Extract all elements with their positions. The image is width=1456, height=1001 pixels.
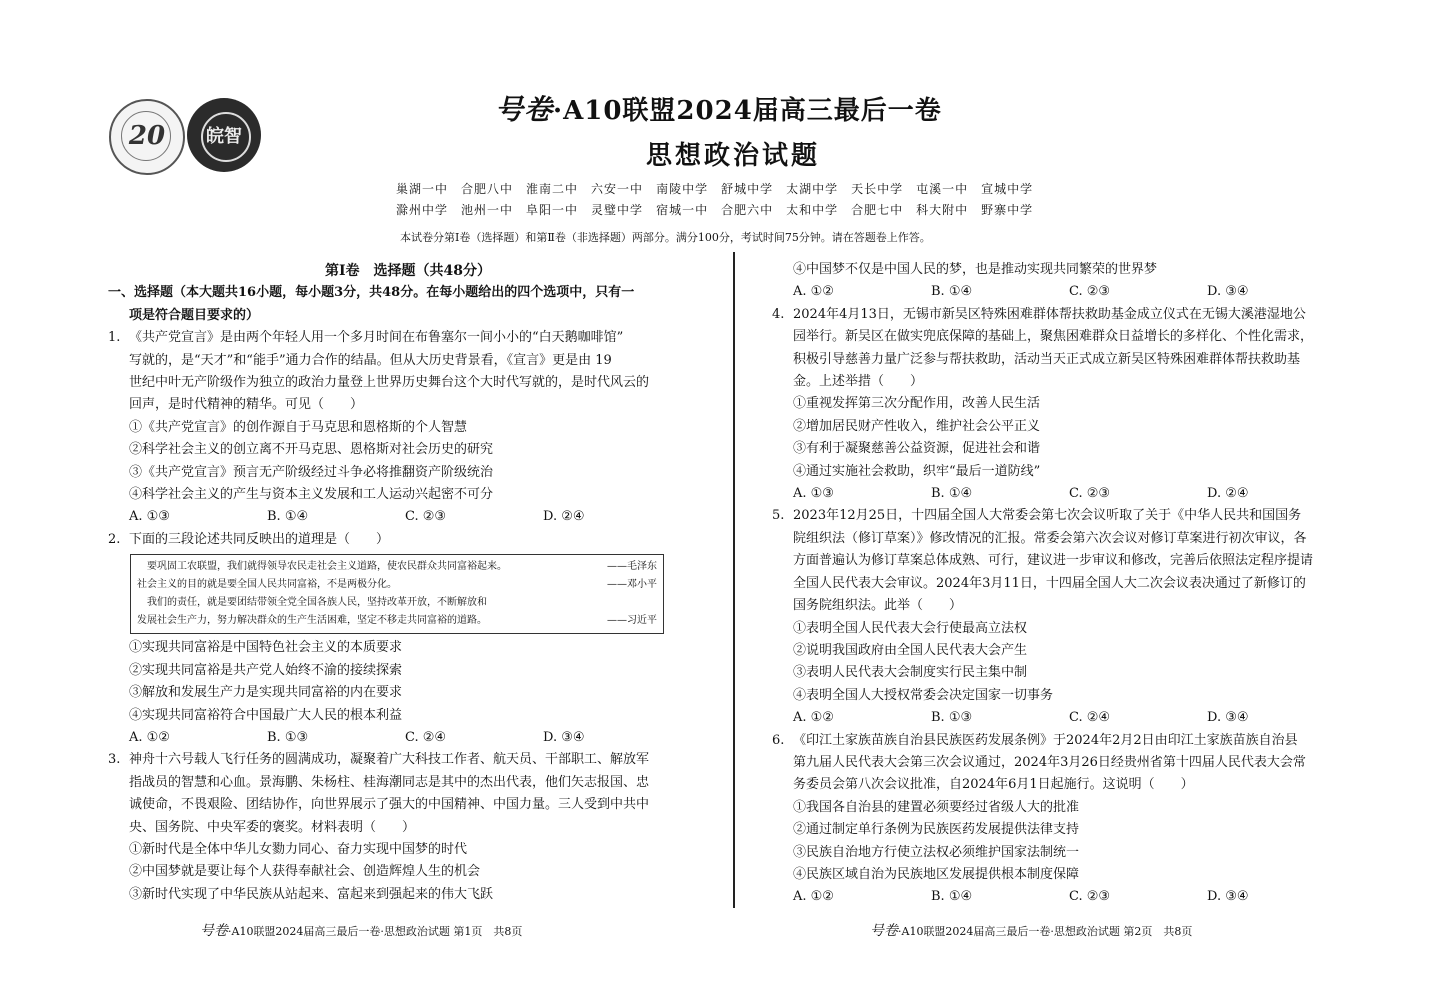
question-stem: 国务院组织法。此举（ ） bbox=[793, 598, 963, 614]
question-3 bbox=[108, 749, 708, 906]
quote-source: ——毛泽东 bbox=[607, 561, 657, 573]
question-6 bbox=[772, 730, 1372, 909]
answer-options bbox=[772, 886, 1372, 908]
quote-source: ——习近平 bbox=[607, 615, 657, 627]
school: 阜阳一中 bbox=[526, 203, 579, 217]
question-5 bbox=[772, 505, 1372, 729]
section-instructions-cont: 项是符合题目要求的） bbox=[129, 307, 260, 323]
section-instructions: 一、选择题（本大题共16小题，每小题3分，共48分。在每小题给出的四个选项中，只有一 bbox=[108, 285, 635, 301]
school: 太湖中学 bbox=[786, 182, 839, 196]
question-2 bbox=[108, 529, 708, 749]
quote-text: 发展社会生产力，努力解决群众的生产生活困难，坚定不移走共同富裕的道路。 bbox=[137, 615, 487, 627]
question-1 bbox=[108, 327, 708, 529]
answer-options bbox=[108, 727, 708, 749]
question-number: 1. bbox=[108, 330, 121, 346]
statement-item: ③表明人民代表大会制度实行民主集中制 bbox=[793, 665, 1028, 681]
question-stem: 金。上述举措（ ） bbox=[793, 374, 924, 390]
exam-title bbox=[495, 88, 942, 128]
statement-item: ②说明我国政府由全国人民代表大会产生 bbox=[793, 642, 1028, 658]
quote-source: ——邓小平 bbox=[607, 579, 657, 591]
question-stem: 第九届人民代表大会第三次会议通过，2024年3月26日经贵州省第十四届人民代表大会常 bbox=[793, 754, 1306, 770]
option-d: D. ③④ bbox=[543, 729, 585, 745]
statement-item: ②通过制定单行条例为民族医药发展提供法律支持 bbox=[793, 822, 1080, 838]
statement-item: ④通过实施社会救助，织牢“最后一道防线” bbox=[793, 463, 1041, 479]
quote-text: 我们的责任，就是要团结带领全党全国各族人民，坚持改革开放，不断解放和 bbox=[137, 597, 487, 609]
statement-item: ①表明全国人民代表大会行使最高立法权 bbox=[793, 620, 1028, 636]
school: 南陵中学 bbox=[656, 182, 709, 196]
question-4 bbox=[772, 304, 1372, 506]
option-b: B. ①④ bbox=[267, 509, 309, 525]
school: 合肥七中 bbox=[851, 203, 904, 217]
statement-item: ④民族区域自治为民族地区发展提供根本制度保障 bbox=[793, 866, 1080, 882]
question-stem: 诚使命，不畏艰险、团结协作，向世界展示了强大的中国精神、中国力量。三人受到中共中 bbox=[129, 797, 650, 813]
question-stem: 世纪中叶无产阶级作为独立的政治力量登上世界历史舞台这个大时代写就的，是时代风云的 bbox=[129, 375, 650, 391]
question-stem: 方面普遍认为修订草案总体成熟、可行，建议进一步审议和修改，完善后依照法定程序提请 bbox=[793, 553, 1314, 569]
statement-item: ②科学社会主义的创立离不开马克思、恩格斯对社会历史的研究 bbox=[129, 442, 494, 458]
statement-item: ①我国各自治县的建置必须要经过省级人大的批准 bbox=[793, 799, 1080, 815]
page-footer-left bbox=[200, 920, 522, 940]
school: 野寨中学 bbox=[981, 203, 1034, 217]
statement-item: ①实现共同富裕是中国特色社会主义的本质要求 bbox=[129, 640, 403, 656]
option-d: D. ②④ bbox=[543, 509, 585, 525]
option-a: A. ①③ bbox=[129, 509, 170, 525]
option-a: A. ①② bbox=[793, 889, 834, 905]
education-logo bbox=[187, 98, 261, 172]
statement-item: ①重视发挥第三次分配作用，改善人民生活 bbox=[793, 396, 1041, 412]
statement-item: ①《共产党宣言》的创作源自于马克思和恩格斯的个人智慧 bbox=[129, 419, 468, 435]
column-divider bbox=[733, 252, 735, 908]
question-number: 3. bbox=[108, 752, 121, 768]
option-a: A. ①③ bbox=[793, 486, 834, 502]
school: 合肥六中 bbox=[721, 203, 774, 217]
school: 池州一中 bbox=[461, 203, 514, 217]
statement-item: ③民族自治地方行使立法权必须维护国家法制统一 bbox=[793, 844, 1080, 860]
question-stem: 务委员会第八次会议批准，自2024年6月1日起施行。这说明（ ） bbox=[793, 777, 1194, 793]
question-stem: 指战员的智慧和心血。景海鹏、朱杨柱、桂海潮同志是其中的杰出代表，他们矢志报国、忠 bbox=[129, 774, 650, 790]
quote-box bbox=[130, 554, 664, 634]
option-c: C. ②③ bbox=[1069, 284, 1111, 300]
option-a: A. ①② bbox=[129, 729, 170, 745]
option-b: B. ①④ bbox=[931, 284, 973, 300]
school: 屯溪一中 bbox=[916, 182, 969, 196]
question-stem: 院组织法（修订草案）》修改情况的汇报。常委会第六次会议对修订草案进行初次审议，各 bbox=[793, 530, 1307, 546]
statement-item: ④科学社会主义的产生与资本主义发展和工人运动兴起密不可分 bbox=[129, 487, 494, 503]
footer-brand: 号卷 bbox=[870, 923, 898, 939]
question-stem: 回声，是时代精神的精华。可见（ ） bbox=[129, 397, 364, 413]
option-d: D. ③④ bbox=[1207, 889, 1249, 905]
question-stem: 写就的，是“天才”和“能手”通力合作的结晶。但从大历史背景看，《宣言》更是由 19 bbox=[129, 352, 612, 368]
footer-brand: 号卷 bbox=[200, 923, 228, 939]
option-b: B. ①④ bbox=[931, 486, 973, 502]
left-column bbox=[108, 260, 708, 906]
statement-item: ③解放和发展生产力是实现共同富裕的内在要求 bbox=[129, 685, 403, 701]
school: 宿城一中 bbox=[656, 203, 709, 217]
statement-item: ③新时代实现了中华民族从站起来、富起来到强起来的伟大飞跃 bbox=[129, 886, 494, 902]
statement-item: ①新时代是全体中华儿女勠力同心、奋力实现中国梦的时代 bbox=[129, 841, 468, 857]
question-stem: 央、国务院、中央军委的褒奖。材料表明（ ） bbox=[129, 819, 416, 835]
option-a: A. ①② bbox=[793, 284, 834, 300]
alliance-logo-text: 20 bbox=[128, 121, 166, 151]
option-c: C. ②③ bbox=[1069, 889, 1111, 905]
question-number: 2. bbox=[108, 531, 121, 547]
footer-text: ·A10联盟2024届高三最后一卷·思想政治试题 第1页 共8页 bbox=[228, 925, 523, 938]
option-b: B. ①④ bbox=[931, 889, 973, 905]
option-c: C. ②④ bbox=[1069, 710, 1111, 726]
question-stem: 《共产党宣言》是由两个年轻人用一个多月时间在布鲁塞尔一间小小的“白天鹅咖啡馆” bbox=[129, 330, 624, 346]
question-stem: 园举行。新吴区在做实兜底保障的基础上，聚焦困难群众日益增长的多样化、个性化需求， bbox=[793, 329, 1314, 345]
answer-options bbox=[772, 281, 1372, 303]
quote-text: 社会主义的目的就是要全国人民共同富裕，不是两极分化。 bbox=[137, 579, 397, 591]
option-d: D. ②④ bbox=[1207, 486, 1249, 502]
statement-item: ②实现共同富裕是共产党人始终不渝的接续探索 bbox=[129, 662, 403, 678]
answer-options bbox=[772, 707, 1372, 729]
footer-text: ·A10联盟2024届高三最后一卷·思想政治试题 第2页 共8页 bbox=[898, 925, 1193, 938]
answer-options bbox=[772, 483, 1372, 505]
page-footer-right bbox=[870, 920, 1192, 940]
statement-item: ④表明全国人大授权常委会决定国家一切事务 bbox=[793, 687, 1054, 703]
exam-title-text: ·A10联盟2024届高三最后一卷 bbox=[553, 96, 942, 126]
education-logo-text: 皖智 bbox=[206, 126, 242, 147]
school: 六安一中 bbox=[591, 182, 644, 196]
school: 淮南二中 bbox=[526, 182, 579, 196]
question-stem: 《印江土家族苗族自治县民族医药发展条例》于2024年2月2日由印江土家族苗族自治县 bbox=[793, 732, 1298, 748]
school: 灵璧中学 bbox=[591, 203, 644, 217]
option-c: C. ②③ bbox=[405, 509, 447, 525]
school: 太和中学 bbox=[786, 203, 839, 217]
answer-options bbox=[108, 506, 708, 528]
school-list-row-2 bbox=[396, 201, 1046, 218]
option-b: B. ①③ bbox=[267, 729, 309, 745]
alliance-logo bbox=[109, 99, 185, 175]
school: 宣城中学 bbox=[981, 182, 1034, 196]
brand-mark: 号卷 bbox=[495, 93, 554, 126]
option-c: C. ②③ bbox=[1069, 486, 1111, 502]
school: 舒城中学 bbox=[721, 182, 774, 196]
question-stem: 下面的三段论述共同反映出的道理是（ ） bbox=[129, 531, 390, 547]
question-stem: 全国人民代表大会审议。2024年3月11日，十四届全国人大二次会议表决通过了新修订的 bbox=[793, 575, 1306, 591]
option-d: D. ③④ bbox=[1207, 284, 1249, 300]
question-stem: 积极引导慈善力量广泛参与帮扶救助，活动当天正式成立新吴区特殊困难群体帮扶救助基 bbox=[793, 351, 1301, 367]
statement-item: ③《共产党宣言》预言无产阶级经过斗争必将推翻资产阶级统治 bbox=[129, 464, 494, 480]
subject-title: 思想政治试题 bbox=[646, 141, 821, 171]
option-b: B. ①③ bbox=[931, 710, 973, 726]
question-number: 5. bbox=[772, 508, 785, 524]
question-number: 4. bbox=[772, 306, 785, 322]
question-stem: 2023年12月25日，十四届全国人大常委会第七次会议听取了关于《中华人民共和国国务 bbox=[793, 508, 1302, 524]
statement-item: ③有利于凝聚慈善公益资源，促进社会和谐 bbox=[793, 441, 1041, 457]
school-list-row-1 bbox=[396, 180, 1046, 197]
school: 滁州中学 bbox=[396, 203, 449, 217]
exam-instructions-note: 本试卷分第Ⅰ卷（选择题）和第Ⅱ卷（非选择题）两部分。满分100分，考试时间75分钟。请在答题卷上作答。 bbox=[400, 231, 931, 244]
school: 巢湖一中 bbox=[396, 182, 449, 196]
option-d: D. ③④ bbox=[1207, 710, 1249, 726]
option-c: C. ②④ bbox=[405, 729, 447, 745]
statement-item: ④中国梦不仅是中国人民的梦，也是推动实现共同繁荣的世界梦 bbox=[793, 262, 1158, 277]
right-column bbox=[772, 259, 1372, 909]
section-title: 第Ⅰ卷 选择题（共48分） bbox=[324, 263, 492, 279]
quote-text: 要巩固工农联盟，我们就得领导农民走社会主义道路，使农民群众共同富裕起来。 bbox=[137, 561, 507, 573]
question-stem: 神舟十六号载人飞行任务的圆满成功，凝聚着广大科技工作者、航天员、干部职工、解放军 bbox=[129, 752, 650, 768]
school: 合肥八中 bbox=[461, 182, 514, 196]
question-number: 6. bbox=[772, 732, 785, 748]
school: 天长中学 bbox=[851, 182, 904, 196]
option-a: A. ①② bbox=[793, 710, 834, 726]
school: 科大附中 bbox=[916, 203, 969, 217]
statement-item: ④实现共同富裕符合中国最广大人民的根本利益 bbox=[129, 707, 403, 723]
question-stem: 2024年4月13日，无锡市新吴区特殊困难群体帮扶救助基金成立仪式在无锡大溪港湿地公 bbox=[793, 306, 1306, 322]
statement-item: ②增加居民财产性收入，维护社会公平正义 bbox=[793, 418, 1041, 434]
statement-item: ②中国梦就是要让每个人获得奉献社会、创造辉煌人生的机会 bbox=[129, 864, 481, 880]
